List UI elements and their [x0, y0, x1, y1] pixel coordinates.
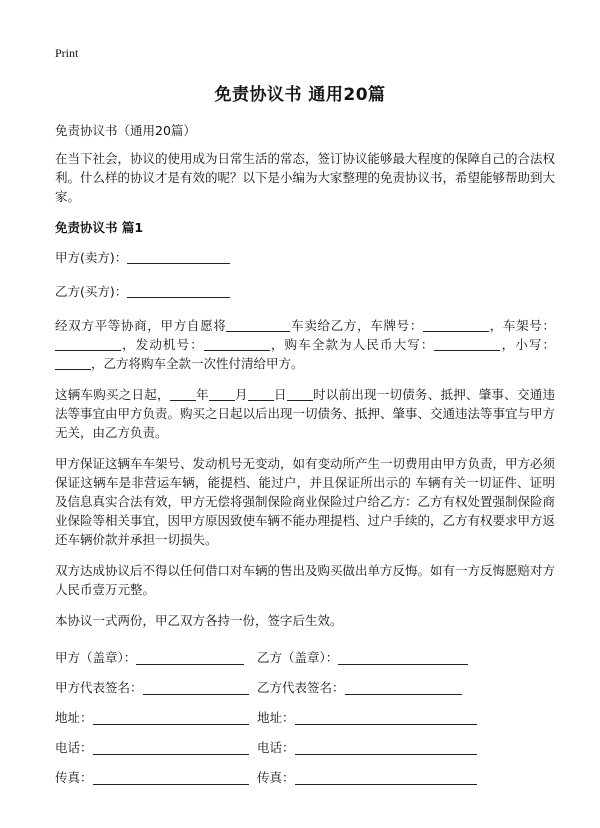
day-blank [248, 386, 274, 401]
vehicle-blank [226, 317, 290, 332]
signature-label-right: 电话： [257, 739, 295, 755]
guarantee-paragraph: 甲方保证这辆车车架号、发动机号无变动，如有变动所产生一切费用由甲方负责，甲方必须保证这辆车是非营运车辆，能提档、能过户，并且保证所出示的 车辆有关一切证件、证明及信息真实合法有效，甲方无偿将强制保险商业保险过户给乙方：乙方有权处置强制保险商业保险等相关事宜，因甲方原因致使车辆不能办理提档、过户手续的，乙方有权要求甲方返还车辆价款并承担一切损失。 [55, 456, 556, 547]
signature-row [55, 702, 555, 732]
p2-text-2: 时以前出现一切债务、抵押、肇事、交通违法等事宜由甲方负责。购买之日起以后出现一切债务、抵押、肇事、交通违法等事宜与甲方无关，由乙方负责。 [55, 387, 556, 440]
party-b-blank [127, 283, 230, 298]
amount-uppercase-blank [434, 336, 500, 351]
plate-number-blank [423, 317, 489, 332]
party-b-label: 乙方(买方)： [55, 284, 128, 299]
signature-line [295, 710, 477, 725]
p1-text-3: ，车架号： [489, 318, 555, 333]
party-b-line [55, 282, 555, 301]
frame-number-blank [55, 336, 121, 351]
signature-table [55, 642, 555, 792]
p1-text-6: ，小写： [500, 337, 555, 352]
day-label: 日 [273, 387, 287, 402]
document-subtitle: 免责协议书（通用20篇） [55, 123, 196, 138]
signature-row [55, 642, 555, 672]
signature-label-right: 乙方（盖章）： [257, 649, 339, 665]
no-regret-paragraph: 双方达成协议后不得以任何借口对车辆的售出及购买做出单方反悔。如有一方反悔愿赔对方人民币壹万元整。 [55, 563, 556, 597]
hour-blank [287, 386, 313, 401]
signature-label-left: 传真： [55, 769, 93, 785]
signature-line [93, 770, 249, 785]
year-label: 年 [195, 387, 209, 402]
signature-row [55, 672, 555, 702]
signature-label-right: 乙方代表签名： [257, 679, 345, 695]
document-title: 免责协议书 通用20篇 [214, 85, 386, 105]
signature-label-left: 甲方代表签名： [55, 679, 143, 695]
document-body [55, 121, 555, 792]
p1-text-5: ，购车全款为人民币大写： [269, 337, 435, 352]
p1-text-2: 车卖给乙方，车牌号： [290, 318, 424, 333]
signature-line [93, 710, 249, 725]
signature-label-right: 地址： [257, 709, 295, 725]
signature-line [345, 680, 462, 695]
month-label: 月 [234, 387, 248, 402]
p1-text-1: 经双方平等协商，甲方自愿将 [55, 318, 227, 333]
copies-paragraph: 本协议一式两份，甲乙双方各持一份，签字后生效。 [55, 613, 343, 628]
signature-label-right: 传真： [257, 769, 295, 785]
signature-line [295, 770, 477, 785]
p1-text-7: ，乙方将购车全款一次性付清给甲方。 [91, 356, 304, 371]
signature-row [55, 732, 555, 762]
signature-line [136, 650, 244, 665]
print-label[interactable]: Print [55, 46, 79, 60]
signature-line [338, 650, 468, 665]
liability-date-paragraph [55, 385, 555, 442]
signature-row [55, 762, 555, 792]
section-heading: 免责协议书 篇1 [55, 220, 144, 235]
vehicle-sale-paragraph [55, 316, 555, 373]
signature-label-left: 电话： [55, 739, 93, 755]
engine-number-blank [204, 336, 270, 351]
signature-label-left: 甲方（盖章）： [55, 649, 137, 665]
p2-text-1: 这辆车购买之日起， [55, 387, 170, 402]
signature-line [93, 740, 249, 755]
month-blank [209, 386, 235, 401]
party-a-label: 甲方(卖方)： [55, 250, 128, 265]
signature-label-left: 地址： [55, 709, 93, 725]
signature-line [143, 680, 249, 695]
amount-lowercase-blank [55, 355, 91, 370]
year-blank [170, 386, 196, 401]
party-a-line [55, 248, 555, 267]
party-a-blank [127, 249, 230, 264]
intro-paragraph: 在当下社会，协议的使用成为日常生活的常态，签订协议能够最大程度的保障自己的合法权利。什么样的协议才是有效的呢？以下是小编为大家整理的免责协议书，希望能够帮助到大家。 [55, 151, 556, 204]
signature-line [295, 740, 477, 755]
p1-text-4: ，发动机号： [121, 337, 204, 352]
